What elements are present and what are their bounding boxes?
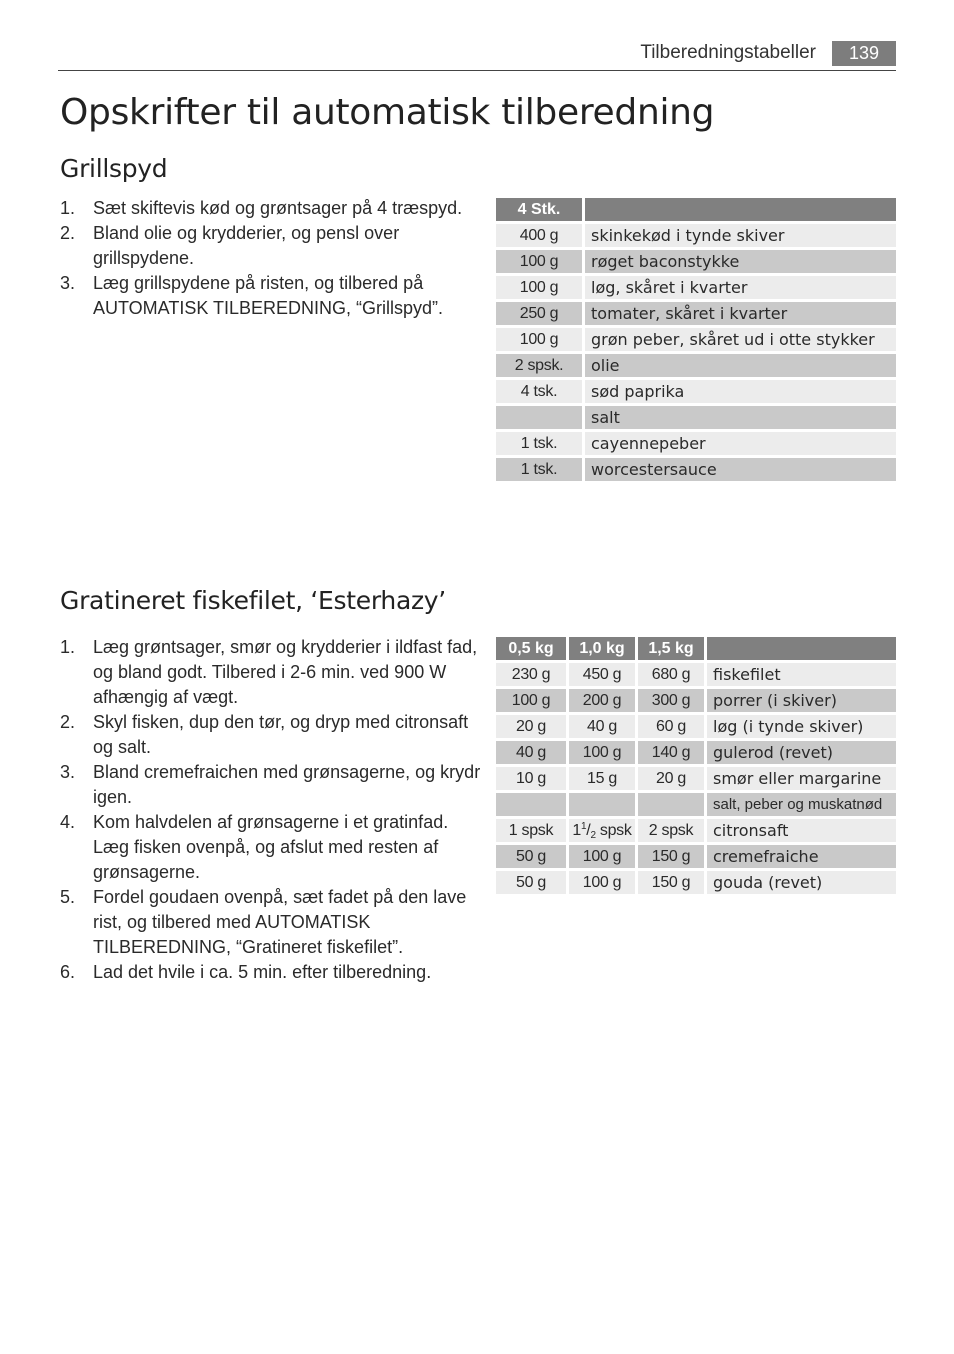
column-header xyxy=(585,198,896,221)
running-title: Tilberedningstabeller xyxy=(640,42,816,63)
step-number: 3. xyxy=(60,273,76,293)
quantity-cell: 140 g xyxy=(638,741,704,764)
quantity-cell: 680 g xyxy=(638,663,704,686)
table-row xyxy=(496,380,896,403)
quantity-cell: 1 tsk. xyxy=(496,432,582,455)
ingredient-cell: løg, skåret i kvarter xyxy=(585,276,896,299)
page-number: 139 xyxy=(832,41,896,66)
quantity-cell-fraction: $1^1/2$ spsk xyxy=(569,819,635,842)
quantity-cell: 2 spsk xyxy=(638,819,704,842)
quantity-cell: 40 g xyxy=(496,741,566,764)
ingredient-cell: fiskefilet xyxy=(707,663,896,686)
fraction-unit: spsk xyxy=(599,821,632,839)
ingredient-cell: gouda (revet) xyxy=(707,871,896,894)
quantity-cell: 230 g xyxy=(496,663,566,686)
gratineret-steps xyxy=(60,635,485,985)
table-row xyxy=(496,715,896,738)
quantity-cell: 300 g xyxy=(638,689,704,712)
ingredient-cell: citronsaft xyxy=(707,819,896,842)
ingredient-cell: sød paprika xyxy=(585,380,896,403)
quantity-cell: 100 g xyxy=(569,741,635,764)
list-item xyxy=(60,960,485,985)
quantity-cell: 1 tsk. xyxy=(496,458,582,481)
step-text: Sæt skiftevis kød og grøntsager på 4 træspyd. xyxy=(93,198,463,218)
quantity-cell: 50 g xyxy=(496,871,566,894)
ingredient-cell: smør eller margarine xyxy=(707,767,896,790)
ingredient-cell: salt, peber og muskatnød xyxy=(707,793,896,816)
table-row xyxy=(496,276,896,299)
quantity-cell: 150 g xyxy=(638,845,704,868)
gratineret-table xyxy=(493,634,899,897)
ingredient-cell: porrer (i skiver) xyxy=(707,689,896,712)
quantity-cell: 50 g xyxy=(496,845,566,868)
table-header-row xyxy=(496,637,896,660)
quantity-cell: 100 g xyxy=(569,845,635,868)
fraction-numerator: 1 xyxy=(581,820,587,832)
list-item xyxy=(60,271,485,321)
step-number: 2. xyxy=(60,712,76,732)
grillspyd-table xyxy=(493,195,899,484)
list-item xyxy=(60,760,485,810)
quantity-cell: 40 g xyxy=(569,715,635,738)
table-row xyxy=(496,354,896,377)
table-row xyxy=(496,845,896,868)
quantity-cell: 100 g xyxy=(496,250,582,273)
step-number: 6. xyxy=(60,962,76,982)
quantity-cell: 400 g xyxy=(496,224,582,247)
fraction-whole: 1 xyxy=(572,821,582,839)
table-row xyxy=(496,432,896,455)
step-number: 4. xyxy=(60,812,76,832)
step-number: 2. xyxy=(60,223,76,243)
step-number: 1. xyxy=(60,198,76,218)
column-header: 4 Stk. xyxy=(496,198,582,221)
column-header: 1,0 kg xyxy=(569,637,635,660)
step-text: Læg grillspydene på risten, og tilbered på AUTOMATISK TILBEREDNING, “Grillspyd”. xyxy=(93,273,444,318)
step-text: Lad det hvile i ca. 5 min. efter tilberedning. xyxy=(93,962,432,982)
step-number: 3. xyxy=(60,762,76,782)
quantity-cell: 2 spsk. xyxy=(496,354,582,377)
table-row xyxy=(496,458,896,481)
quantity-cell xyxy=(638,793,704,816)
column-header: 1,5 kg xyxy=(638,637,704,660)
quantity-cell xyxy=(569,793,635,816)
grillspyd-heading: Grillspyd xyxy=(60,154,168,183)
step-text: Bland cremefraichen med grønsagerne, og krydr igen. xyxy=(93,762,481,807)
step-text: Læg grøntsager, smør og krydderier i ildfast fad, og bland godt. Tilbered i 2-6 min. ved 900 W afhængig af vægt. xyxy=(93,637,478,707)
quantity-cell: 60 g xyxy=(638,715,704,738)
quantity-cell: 15 g xyxy=(569,767,635,790)
grillspyd-steps xyxy=(60,196,485,321)
table-row xyxy=(496,302,896,325)
step-text: Fordel goudaen ovenpå, sæt fadet på den lave rist, og tilbered med AUTOMATISK TILBEREDNING, “Gratineret fiskefilet”. xyxy=(93,887,467,957)
quantity-cell: 20 g xyxy=(496,715,566,738)
table-row xyxy=(496,819,896,842)
list-item xyxy=(60,710,485,760)
quantity-cell: 100 g xyxy=(569,871,635,894)
ingredient-cell: løg (i tynde skiver) xyxy=(707,715,896,738)
ingredient-cell: røget baconstykke xyxy=(585,250,896,273)
ingredient-cell: grøn peber, skåret ud i otte stykker xyxy=(585,328,896,351)
list-item xyxy=(60,635,485,710)
step-text: Bland olie og krydderier, og pensl over grillspydene. xyxy=(93,223,400,268)
table-row xyxy=(496,224,896,247)
ingredient-cell: cayennepeber xyxy=(585,432,896,455)
page-title: Opskrifter til automatisk tilberedning xyxy=(60,92,715,133)
quantity-cell: 20 g xyxy=(638,767,704,790)
quantity-cell: 4 tsk. xyxy=(496,380,582,403)
step-number: 5. xyxy=(60,887,76,907)
quantity-cell: 100 g xyxy=(496,276,582,299)
quantity-cell: 100 g xyxy=(496,689,566,712)
table-row xyxy=(496,406,896,429)
quantity-cell: 100 g xyxy=(496,328,582,351)
list-item xyxy=(60,810,485,885)
column-header xyxy=(707,637,896,660)
ingredient-cell: cremefraiche xyxy=(707,845,896,868)
quantity-cell: 200 g xyxy=(569,689,635,712)
quantity-cell: 1 spsk xyxy=(496,819,566,842)
fraction-denominator: 2 xyxy=(590,829,596,841)
quantity-cell: 250 g xyxy=(496,302,582,325)
quantity-cell: 10 g xyxy=(496,767,566,790)
table-row xyxy=(496,741,896,764)
quantity-cell: 450 g xyxy=(569,663,635,686)
ingredient-cell: gulerod (revet) xyxy=(707,741,896,764)
table-row xyxy=(496,689,896,712)
quantity-cell: 150 g xyxy=(638,871,704,894)
table-row xyxy=(496,793,896,816)
list-item xyxy=(60,221,485,271)
step-number: 1. xyxy=(60,637,76,657)
quantity-cell xyxy=(496,793,566,816)
table-row xyxy=(496,250,896,273)
ingredient-cell: skinkekød i tynde skiver xyxy=(585,224,896,247)
ingredient-cell: salt xyxy=(585,406,896,429)
table-row xyxy=(496,328,896,351)
running-header xyxy=(58,40,896,71)
table-row xyxy=(496,663,896,686)
table-header-row xyxy=(496,198,896,221)
ingredient-cell: olie xyxy=(585,354,896,377)
table-row xyxy=(496,767,896,790)
list-item xyxy=(60,885,485,960)
step-text: Skyl fisken, dup den tør, og dryp med citronsaft og salt. xyxy=(93,712,469,757)
quantity-cell xyxy=(496,406,582,429)
list-item xyxy=(60,196,485,221)
table-row xyxy=(496,871,896,894)
ingredient-cell: worcestersauce xyxy=(585,458,896,481)
gratineret-heading: Gratineret fiskefilet, ‘Esterhazy’ xyxy=(60,586,446,615)
step-text: Kom halvdelen af grønsagerne i et gratinfad. Læg fisken ovenpå, og afslut med resten af grønsagerne. xyxy=(93,812,449,882)
ingredient-cell: tomater, skåret i kvarter xyxy=(585,302,896,325)
column-header: 0,5 kg xyxy=(496,637,566,660)
